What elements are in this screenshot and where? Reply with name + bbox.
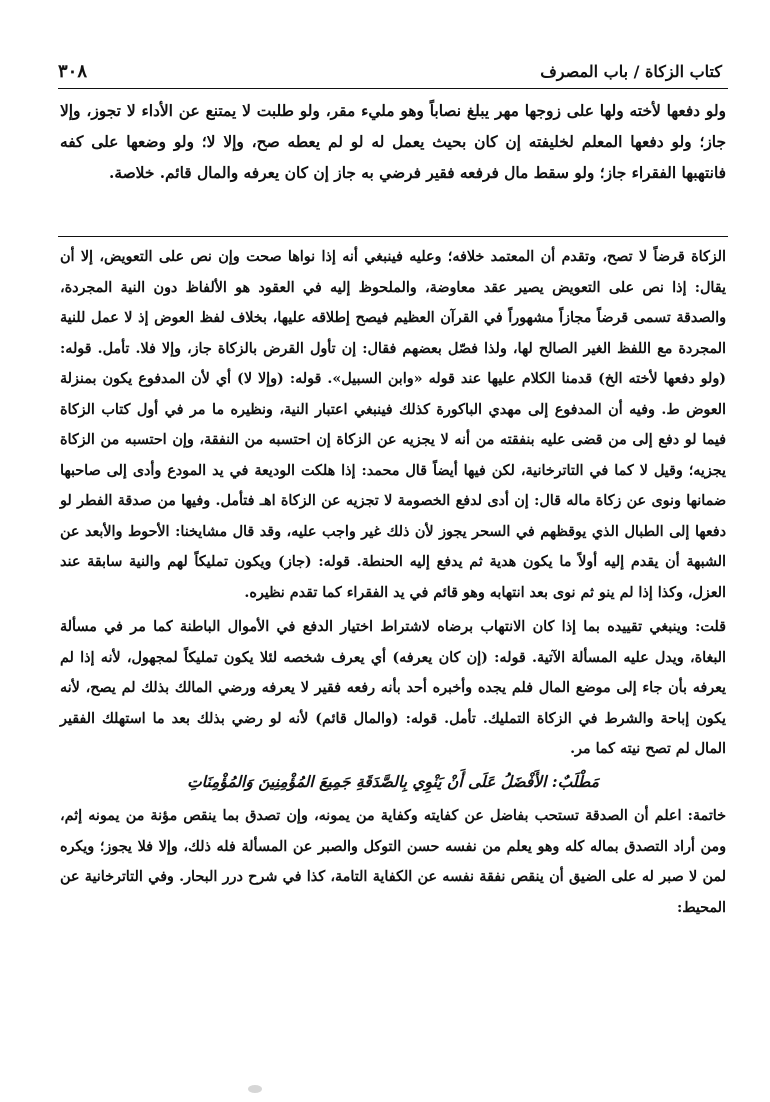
- running-title: كتاب الزكاة / باب المصرف: [540, 61, 722, 81]
- section-heading: مَطْلَبٌ: الأَفْضَلُ عَلَى أَنْ يَنْوِي بِالصَّدَقَةِ جَمِيعَ المُؤْمِنِينَ وَالمُؤْمِنَاتِ: [187, 771, 599, 791]
- commentary-paragraph-3: خاتمة: اعلم أن الصدقة تستحب بفاضل عن كفايته وكفاية من يمونه، وإن تصدق بما ينقص مؤنة من يمونه إثم، ومن أراد التصدق بماله كله وهو يعلم من نفسه حسن التوكل والصبر عن المسألة فله ذلك، وإلا فلا يجوز؛ ويكره لمن لا صبر له على الضيق أن ينقص نفقة نفسه عن الكفاية التامة، كذا في شرح درر البحار. وفي التاترخانية عن المحيط:: [60, 808, 726, 916]
- page-header: [58, 56, 728, 86]
- header-rule: [58, 88, 728, 89]
- scan-smudge: [248, 1085, 262, 1093]
- commentary-paragraph-1: الزكاة قرضاً لا تصح، وتقدم أن المعتمد خلافه؛ وعليه فينبغي أنه إذا نواها صحت وإن نص على التعويض، إلا أن يقال: إذا نص على التعويض يصير عقد معاوضة، والملحوظ إليه في العقود هو الألفاظ دون النية المجردة، والصدقة تسمى قرضاً مجازاً مشهوراً في القرآن العظيم فيصح إطلاقه عليها، بخلاف لفظ العوض إذ لا عمل للنية المجردة مع اللفظ الغير الصالح لها، ولذا فصّل بعضهم فقال: إن تأول القرض بالزكاة جاز، وإلا فلا. تأمل. قوله: (ولو دفعها لأخته الخ) قدمنا الكلام عليها عند قوله «وابن السبيل». قوله: (وإلا لا) أي لأن المدفوع يكون بمنزلة العوض ط. وفيه أن المدفوع إلى مهدي الباكورة كذلك فينبغي اعتبار النية، ونظيره ما مر في أول كتاب الزكاة فيما لو دفع إلى من قضى عليه بنفقته من أنه لا يجزيه عن الزكاة إن احتسبه من النفقة، وإن احتسبه من الزكاة يجزيه؛ وقيل لا كما في التاترخانية، لكن فيها أيضاً قال محمد: إذا هلكت الوديعة في يد المودع وأدى إلى صاحبها ضمانها ونوى عن زكاة ماله قال: إن أدى لدفع الخصومة لا تجزيه عن الزكاة اهـ فتأمل. وفيها من صدقة الفطر لو دفعها إلى الطبال الذي يوقظهم في السحر يجوز لأن ذلك غير واجب عليه، وقد قال مشايخنا: الأحوط والأبعد عن الشبهة أن يقدم إليه أولاً ما يكون هدية ثم يدفع إليه الحنطة. قوله: (جاز) ويكون تمليكاً لهم والنية سابقة عند العزل، وكذا إذا لم ينو ثم نوى بعد انتهابه وهو قائم في يد الفقراء كما تقدم نظيره.: [60, 249, 726, 601]
- commentary-block: [60, 242, 726, 923]
- main-commentary-divider: [58, 236, 728, 237]
- main-text-block: ولو دفعها لأخته ولها على زوجها مهر يبلغ نصاباً وهو مليء مقر، ولو طلبت لا يمتنع عن الأداء لا تجوز، وإلا جاز؛ ولو دفعها المعلم لخليفته إن كان بحيث يعمل له لو لم يعطه صح، وإلا لا؛ ولو وضعها على كفه فانتهبها الفقراء جاز؛ ولو سقط مال فرفعه فقير فرضي به جاز إن كان يعرفه والمال قائم. خلاصة.: [60, 102, 726, 182]
- commentary-paragraph-2: قلت: وينبغي تقييده بما إذا كان الانتهاب برضاه لاشتراط اختيار الدفع في الأموال الباطنة كما مر في مسألة البغاة، ويدل عليه المسألة الآتية. قوله: (إن كان يعرفه) أي يعرف شخصه لئلا يكون تمليكاً لمجهول، لأنه إذا لم يعرفه بأن جاء إلى موضع المال فلم يجده وأخبره أحد بأنه رفعه فقير لا يعرفه ورضي المالك بذلك لم يصح، لأنه يكون إباحة والشرط في الزكاة التمليك. تأمل. قوله: (والمال قائم) لأنه لو رضي بذلك بعد ما استهلك الفقير المال لم تصح نيته كما مر.: [60, 619, 726, 757]
- page-number: ٣٠٨: [58, 60, 88, 82]
